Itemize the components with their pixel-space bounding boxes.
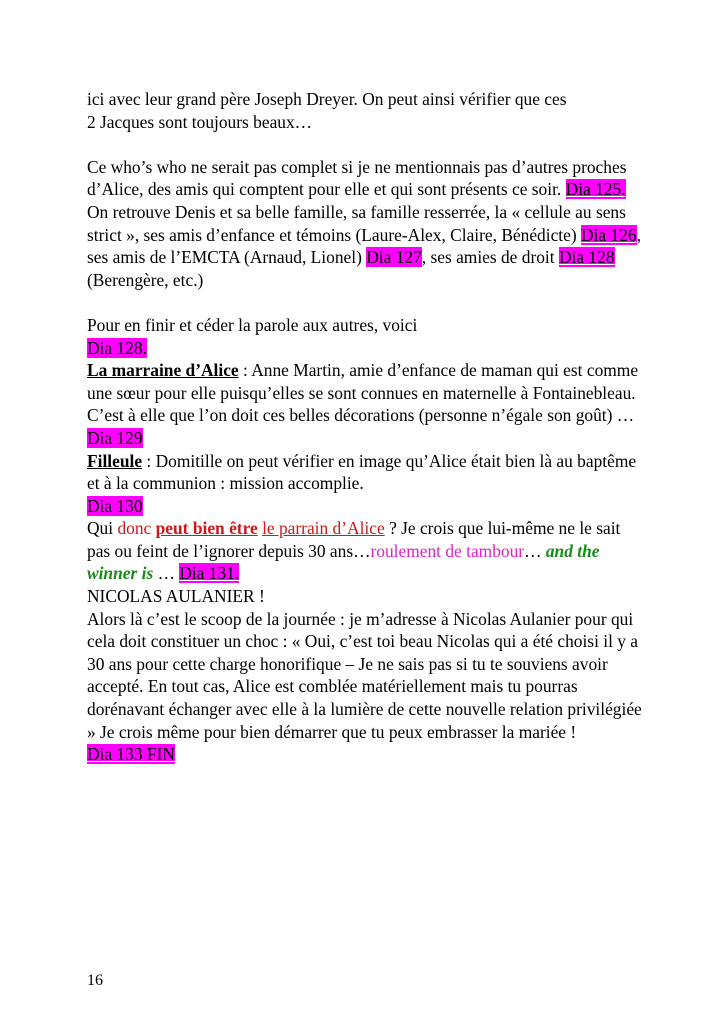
paragraph-intro xyxy=(87,88,647,133)
slide-marker: Dia 129 xyxy=(87,427,143,448)
text: … xyxy=(524,540,542,561)
document-body xyxy=(87,88,647,766)
slide-marker: Dia 125. xyxy=(565,179,626,200)
text: On retrouve Denis et sa belle famille, sa famille resserrée, la « cellule au sens strict », ses amis d’enfance et témoins (Laure-Alex, Claire, Bénédicte) xyxy=(87,201,626,245)
text: ici avec leur grand père Joseph Dreyer. On peut ainsi vérifier que ces xyxy=(87,89,567,109)
text: ? Je crois que lui-même ne le sait pas ou feint de l’ignorer depuis 30 ans… xyxy=(87,518,621,561)
text: Pour en finir et céder la parole aux autres, voici xyxy=(87,314,418,335)
slide-marker: Dia 128. xyxy=(87,337,147,358)
paragraph-marraine xyxy=(87,359,647,449)
text: (Berengère, etc.) xyxy=(87,269,204,290)
slide-marker: Dia 131. xyxy=(179,563,240,584)
emphasis-green: and the winner is xyxy=(87,540,600,584)
text: : Domitille on peut vérifier en image qu’Alice était bien là au baptême et à la communion : mission accomplie. xyxy=(87,450,637,494)
filleule-label: Filleule xyxy=(87,450,143,471)
slide-marker: Dia 126 xyxy=(581,224,637,245)
emphasis-red: donc xyxy=(117,518,152,539)
text: Ce who’s who ne serait pas complet si je ne mentionnais pas d’autres proches d’Alice, des amis qui comptent pour elle et qui sont présents ce soir. xyxy=(87,156,627,200)
paragraph-finish xyxy=(87,314,647,359)
slide-marker: Dia 128 xyxy=(558,247,615,268)
slide-marker: Dia 127 xyxy=(366,247,422,268)
paragraph-friends xyxy=(87,201,647,291)
text: NICOLAS AULANIER ! xyxy=(87,586,265,607)
paragraph-parrain xyxy=(87,517,647,766)
text: , ses amis de l’EMCTA (Arnaud, Lionel) xyxy=(87,224,641,268)
slide-marker: Dia 133 FIN xyxy=(87,744,175,765)
emphasis-red-underline: le parrain d’Alice xyxy=(262,518,385,539)
text: 2 Jacques sont toujours beaux… xyxy=(87,111,313,132)
text: Alors là c’est le scoop de la journée : je m’adresse à Nicolas Aulanier pour qui cela doit constituer un choc : « Oui, c’est toi beau Nicolas qui a été choisi il y a 30 ans pour cette charge honorifique – Je ne sais pas si tu te souviens avoir accepté. En tout cas, Alice est comblée matériellement mais tu pourras dorénavant échanger avec elle à la lumière de cette nouvelle relation privilégiée » Je crois même pour bien démarrer que tu peux embrasser la mariée ! xyxy=(87,608,642,742)
text: … xyxy=(157,563,175,584)
text: : Anne Martin, amie d’enfance de maman qui est comme une sœur pour elle puisqu’elles se sont connues en maternelle à Fontainebleau. C’est à elle que l’on doit ces belles décorations (personne n’égale son goût) … xyxy=(87,360,639,426)
slide-marker: Dia 130 xyxy=(87,495,143,516)
marraine-label: La marraine d’Alice xyxy=(87,360,239,381)
emphasis-red-bold: peut bien être xyxy=(155,518,258,539)
emphasis-magenta: roulement de tambour xyxy=(370,540,525,561)
text: Qui xyxy=(87,518,114,539)
paragraph-whoswho xyxy=(87,156,647,201)
page-number: 16 xyxy=(87,972,103,989)
text: , ses amies de droit xyxy=(421,247,555,268)
paragraph-filleule xyxy=(87,450,647,518)
